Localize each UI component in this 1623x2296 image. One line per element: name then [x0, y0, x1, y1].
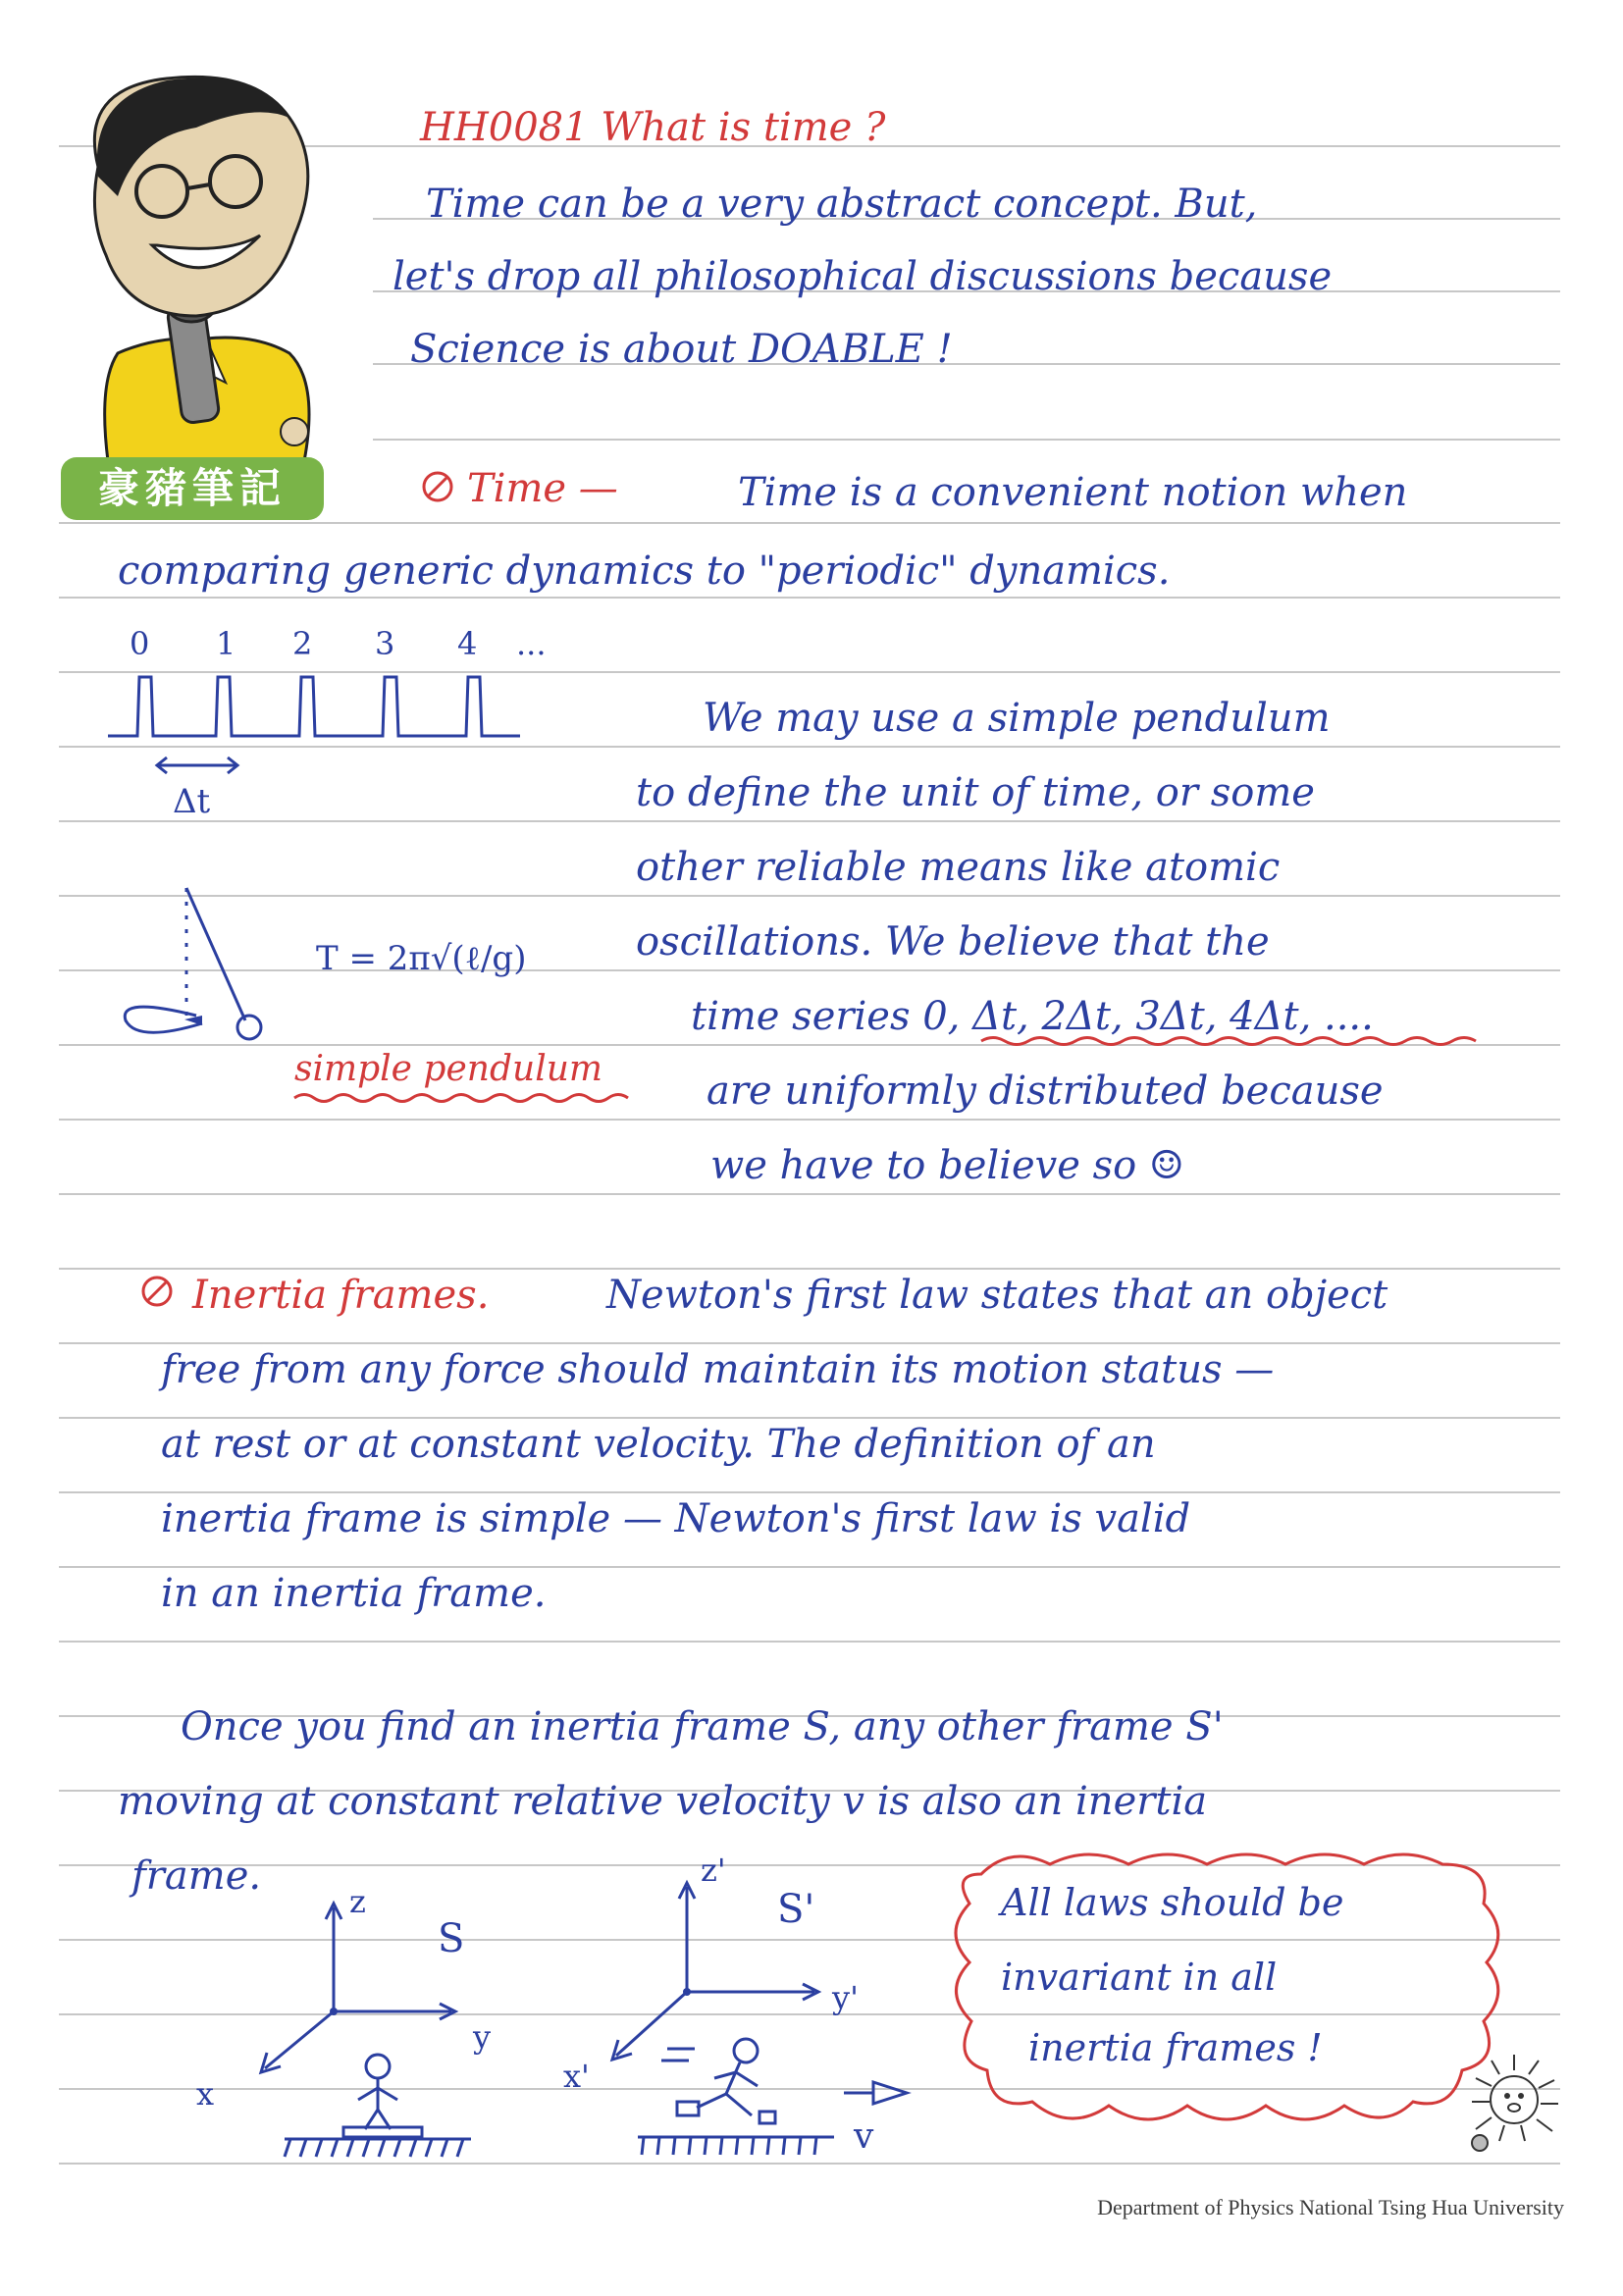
tick-label: 2 [292, 625, 313, 662]
axis-label-y: y [473, 2018, 492, 2056]
velocity-arrow-icon [844, 2078, 913, 2108]
ruled-line [59, 1566, 1560, 1568]
tick-label: 1 [216, 625, 236, 662]
pulse-train-diagram [108, 667, 530, 746]
ruled-line [59, 1342, 1560, 1344]
axis-label-x: x [196, 2075, 215, 2113]
time-heading: Time — [467, 466, 618, 511]
page-footer: Department of Physics National Tsing Hua University [1097, 2195, 1564, 2219]
axis-label-z: z [349, 1883, 366, 1920]
notes-badge: 豪豬筆記 [61, 457, 324, 520]
ruled-line [59, 1268, 1560, 1270]
pendulum-icon [108, 878, 285, 1055]
wavy-underline [981, 1034, 1492, 1048]
ruled-line [59, 1193, 1560, 1195]
ruled-line [59, 820, 1560, 822]
time-line-2: comparing generic dynamics to "periodic" dynamics. [118, 548, 1171, 594]
pendulum-para-line: We may use a simple pendulum [703, 696, 1331, 741]
ruled-line [59, 1417, 1560, 1419]
axis-label-x-prime: x' [563, 2058, 590, 2095]
standing-person-icon [285, 2051, 471, 2159]
tick-label: 0 [130, 625, 150, 662]
tick-label: ... [516, 625, 547, 662]
time-line-1: Time is a convenient notion when [738, 470, 1408, 515]
running-person-icon [638, 2033, 834, 2161]
pendulum-label: simple pendulum [294, 1049, 603, 1089]
wavy-underline [294, 1091, 638, 1105]
hedgehog-doodle-icon [1460, 2041, 1568, 2149]
inertia-line-1: Newton's first law states that an object [606, 1273, 1388, 1318]
ruled-line [59, 522, 1560, 524]
bullet-icon [420, 469, 455, 504]
pendulum-para-line: are uniformly distributed because [707, 1069, 1384, 1114]
frame-name-s-prime: S' [777, 1887, 815, 1932]
inertia-line: free from any force should maintain its motion status — [161, 1347, 1275, 1392]
ruled-line [59, 1491, 1560, 1493]
axis-label-y-prime: y' [832, 1979, 859, 2016]
pendulum-para-line: other reliable means like atomic [636, 845, 1281, 890]
frames-line: Once you find an inertia frame S, any other frame S' [181, 1704, 1224, 1749]
inertia-line: inertia frame is simple — Newton's first law is valid [161, 1496, 1191, 1541]
pendulum-para-line: we have to believe so ☺ [710, 1143, 1184, 1188]
ruled-line [59, 1119, 1560, 1121]
intro-line-2: let's drop all philosophical discussions because [393, 254, 1333, 299]
bullet-icon [139, 1274, 175, 1309]
frames-line: moving at constant relative velocity v is also an inertia [118, 1779, 1208, 1824]
delta-t-label: Δt [173, 782, 211, 821]
ruled-line [373, 439, 1560, 441]
intro-line-1: Time can be a very abstract concept. But, [426, 182, 1258, 227]
tick-label: 4 [457, 625, 478, 662]
ruled-line [59, 1641, 1560, 1643]
intro-line-3: Science is about DOABLE ! [410, 327, 953, 372]
pendulum-formula: T = 2π√(ℓ/g) [316, 939, 527, 978]
velocity-label: v [854, 2116, 874, 2157]
bubble-line: invariant in all [1001, 1956, 1278, 1999]
ruled-line [59, 746, 1560, 748]
inertia-heading: Inertia frames. [192, 1273, 490, 1318]
bubble-line: All laws should be [1001, 1881, 1344, 1924]
axis-label-z-prime: z' [701, 1852, 726, 1889]
time-series-line: time series 0, Δt, 2Δt, 3Δt, 4Δt, .... [691, 994, 1374, 1039]
cartoon-professor-illustration [59, 59, 343, 461]
ruled-line [59, 2163, 1560, 2165]
page-title: HH0081 What is time ? [420, 105, 886, 150]
pendulum-para-line: to define the unit of time, or some [636, 770, 1315, 815]
pendulum-para-line: oscillations. We believe that the [636, 919, 1270, 965]
inertia-line: at rest or at constant velocity. The definition of an [161, 1422, 1156, 1467]
double-arrow-icon [153, 756, 241, 775]
inertia-line: in an inertia frame. [161, 1571, 547, 1616]
frames-line: frame. [131, 1853, 262, 1899]
ruled-line [59, 597, 1560, 599]
bubble-line: inertia frames ! [1028, 2026, 1323, 2069]
tick-label: 3 [375, 625, 395, 662]
frame-name-s: S [438, 1916, 465, 1961]
